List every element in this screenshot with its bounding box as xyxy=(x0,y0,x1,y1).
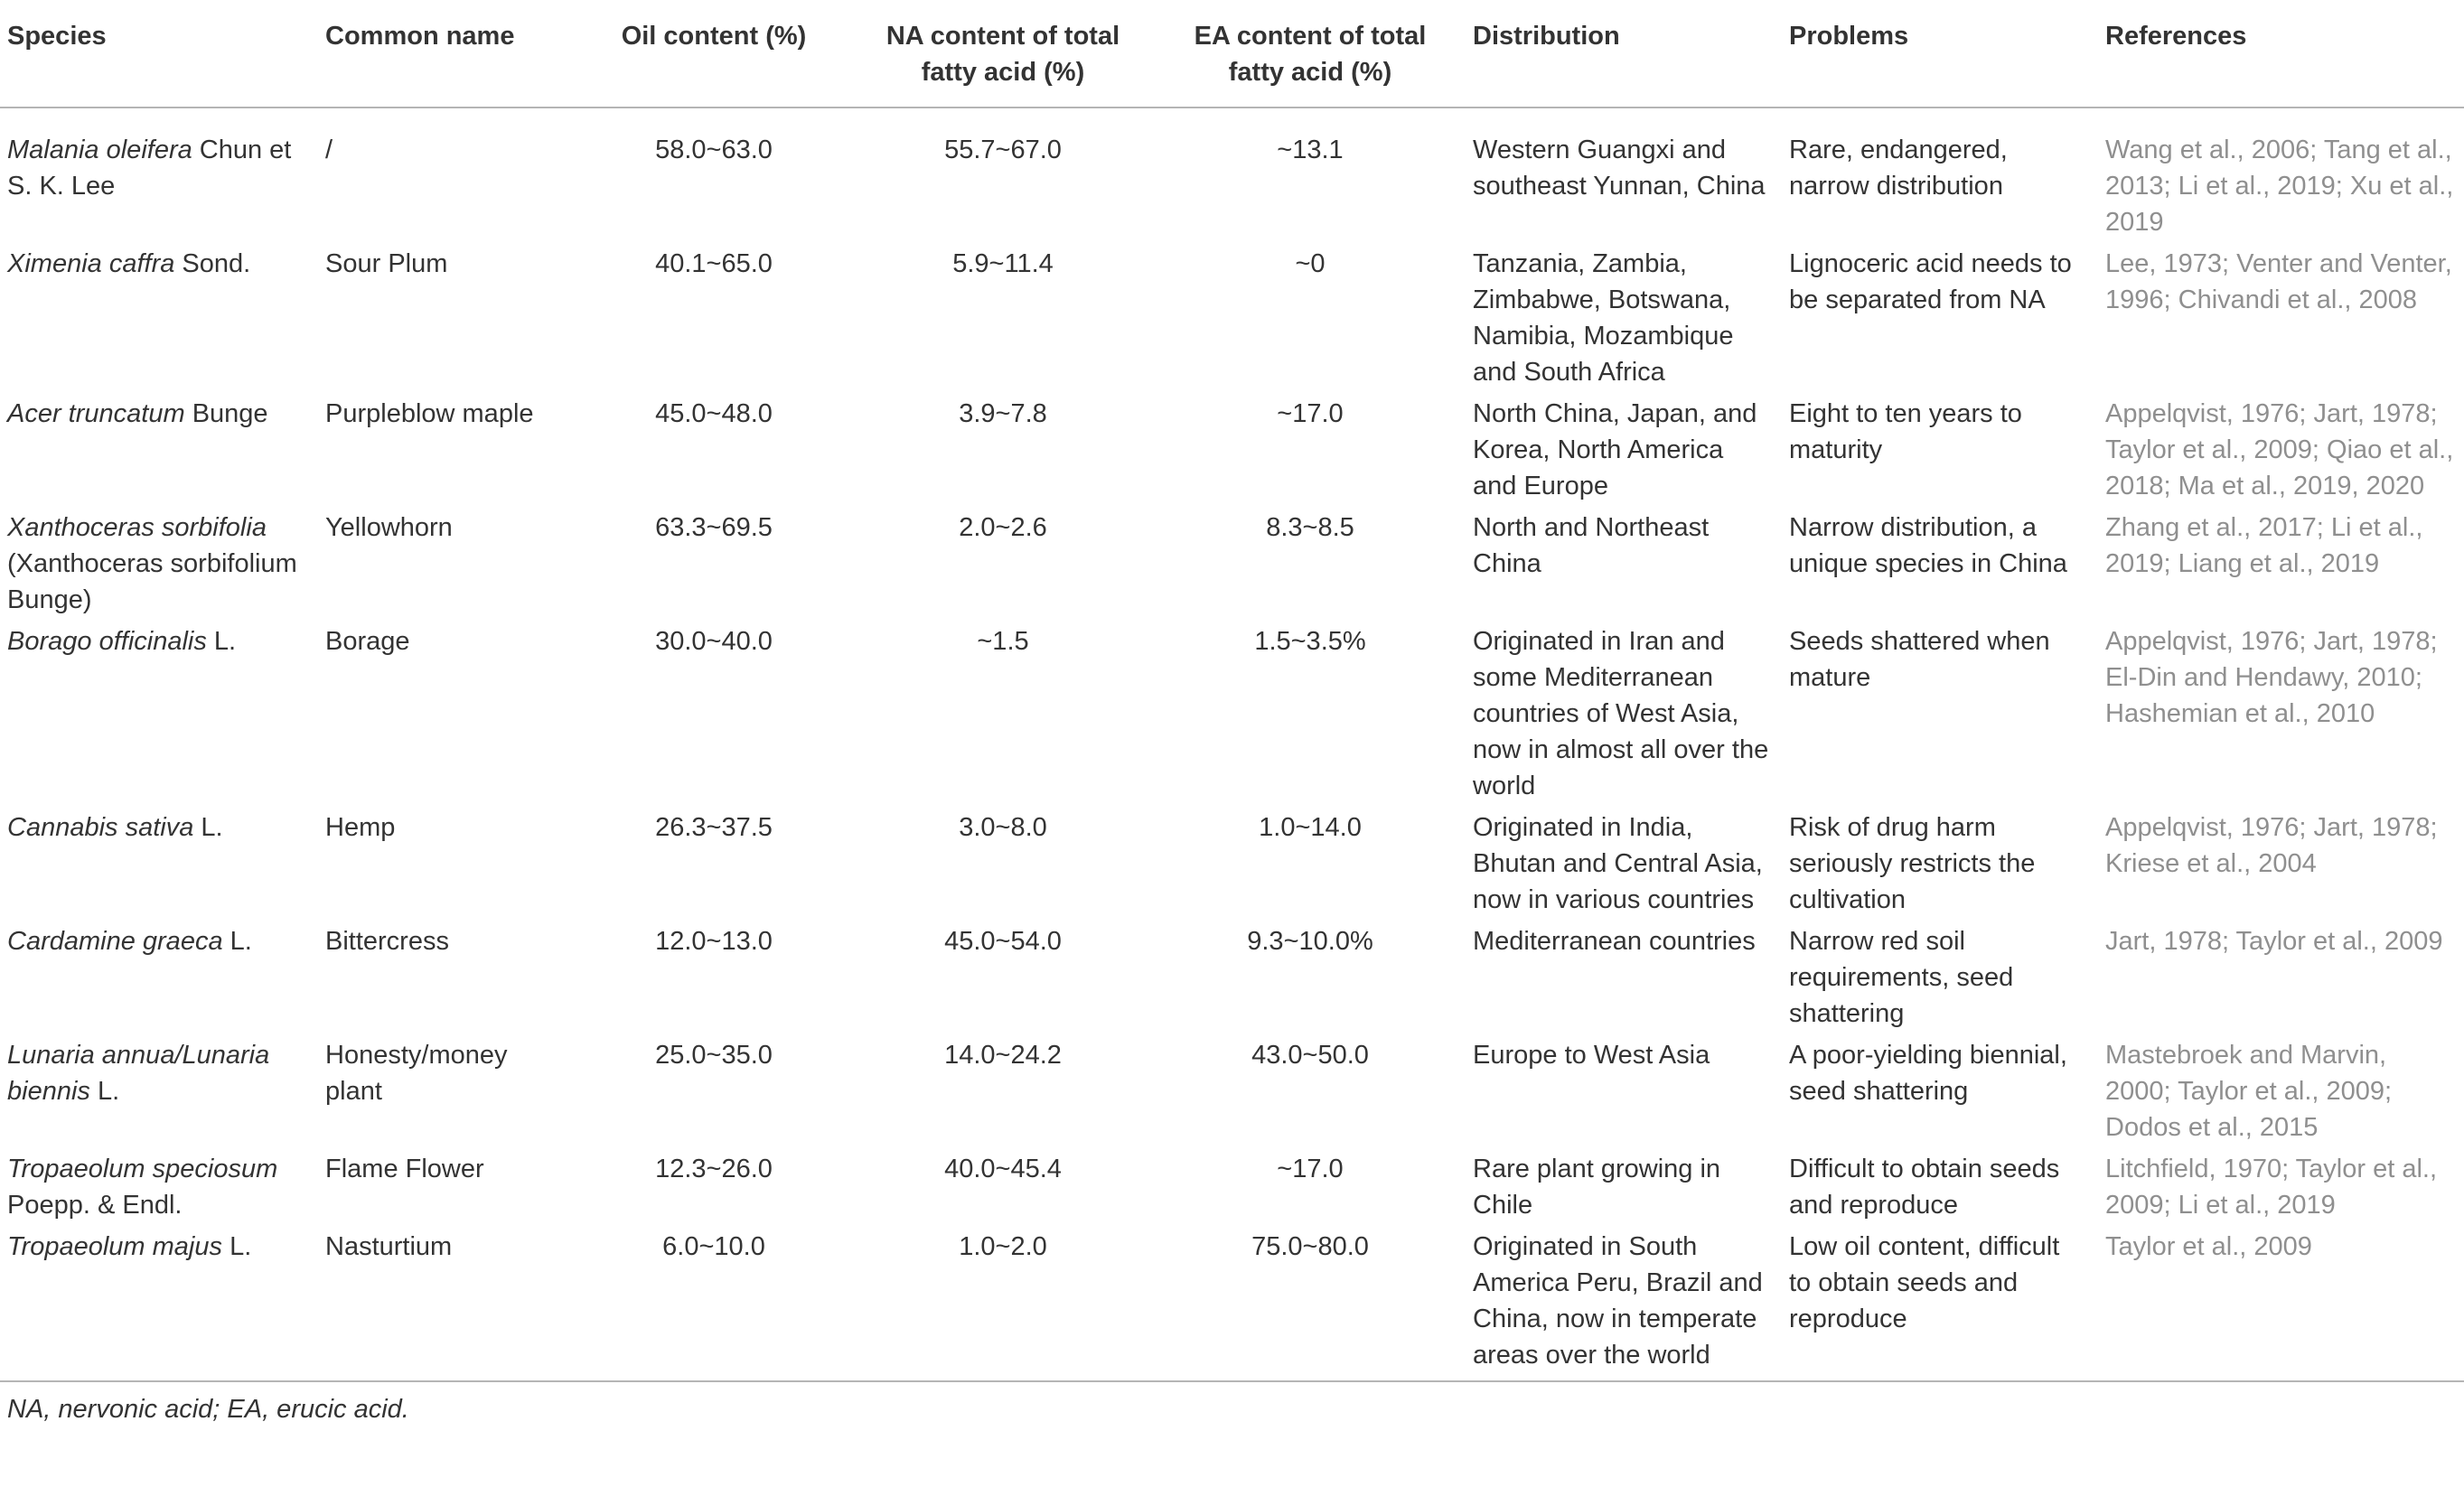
species-cell xyxy=(0,1035,316,1149)
species-latin-name: Xanthoceras sorbifolia xyxy=(7,513,267,542)
species-authority: Sond. xyxy=(174,249,251,278)
header-distribution: Distribution xyxy=(1473,22,1620,51)
table-row xyxy=(0,244,2464,394)
table-row xyxy=(0,1149,2464,1227)
species-latin-name: Tropaeolum speciosum xyxy=(7,1155,278,1183)
species-latin-name: Lunaria annua/Lunaria biennis xyxy=(7,1041,270,1106)
oil-content-cell: 12.3~26.0 xyxy=(655,1155,773,1183)
header-ea-content: EA content of total fatty acid (%) xyxy=(1194,22,1427,87)
ea-content-cell: ~17.0 xyxy=(1277,399,1344,428)
distribution-cell: Europe to West Asia xyxy=(1473,1041,1710,1070)
species-authority: Bunge xyxy=(184,399,268,428)
na-content-cell: 3.9~7.8 xyxy=(959,399,1047,428)
problems-cell: Difficult to obtain seeds and reproduce xyxy=(1789,1155,2060,1220)
species-authority: L. xyxy=(206,627,237,656)
header-na-content: NA content of total fatty acid (%) xyxy=(885,22,1120,87)
ea-content-cell: ~17.0 xyxy=(1277,1155,1344,1183)
species-authority: Poepp. & Endl. xyxy=(7,1191,183,1220)
common-name-cell: Hemp xyxy=(325,813,396,842)
common-name-cell: Purpleblow maple xyxy=(325,399,534,428)
table-row xyxy=(0,508,2464,622)
references-cell: Wang et al., 2006; Tang et al., 2013; Li et al., 2019; Xu et al., 2019 xyxy=(2105,136,2454,237)
ea-content-cell: ~0 xyxy=(1295,249,1326,278)
references-cell: Zhang et al., 2017; Li et al., 2019; Liang et al., 2019 xyxy=(2105,513,2423,578)
species-cell xyxy=(0,622,316,808)
ea-content-cell: 8.3~8.5 xyxy=(1266,513,1354,542)
common-name-cell: Sour Plum xyxy=(325,249,448,278)
distribution-cell: Originated in India, Bhutan and Central Asia, now in various countries xyxy=(1473,813,1763,914)
distribution-cell: Rare plant growing in Chile xyxy=(1473,1155,1721,1220)
table-row xyxy=(0,1035,2464,1149)
problems-cell: Lignoceric acid needs to be separated from NA xyxy=(1789,249,2072,314)
common-name-cell: Yellowhorn xyxy=(325,513,453,542)
species-authority: Chun et S. K. Lee xyxy=(7,136,292,201)
distribution-cell: North China, Japan, and Korea, North America and Europe xyxy=(1473,399,1757,500)
references-cell: Jart, 1978; Taylor et al., 2009 xyxy=(2105,927,2443,956)
header-oil-content: Oil content (%) xyxy=(621,22,807,51)
species-cell xyxy=(0,244,316,394)
references-cell: Appelqvist, 1976; Jart, 1978; El-Din and Hendawy, 2010; Hashemian et al., 2010 xyxy=(2105,627,2438,728)
references-cell: Appelqvist, 1976; Jart, 1978; Kriese et al., 2004 xyxy=(2105,813,2438,878)
table-row xyxy=(0,394,2464,508)
references-cell: Mastebroek and Marvin, 2000; Taylor et al., 2009; Dodos et al., 2015 xyxy=(2105,1041,2393,1142)
species-cell xyxy=(0,1149,316,1227)
species-authority: L. xyxy=(193,813,223,842)
ea-content-cell: 9.3~10.0% xyxy=(1247,927,1373,956)
header-common-name: Common name xyxy=(325,22,515,51)
oil-content-cell: 45.0~48.0 xyxy=(655,399,773,428)
problems-cell: Narrow distribution, a unique species in China xyxy=(1789,513,2067,578)
references-cell: Litchfield, 1970; Taylor et al., 2009; Li et al., 2019 xyxy=(2105,1155,2438,1220)
na-content-cell: 14.0~24.2 xyxy=(944,1041,1062,1070)
species-authority: L. xyxy=(222,1232,252,1261)
header-problems: Problems xyxy=(1789,22,1909,51)
oil-content-cell: 12.0~13.0 xyxy=(655,927,773,956)
references-cell: Appelqvist, 1976; Jart, 1978; Taylor et al., 2009; Qiao et al., 2018; Ma et al., 2019, 2020 xyxy=(2105,399,2454,500)
common-name-cell: Flame Flower xyxy=(325,1155,484,1183)
oil-content-cell: 40.1~65.0 xyxy=(655,249,773,278)
table-row xyxy=(0,808,2464,921)
problems-cell: Narrow red soil requirements, seed shattering xyxy=(1789,927,2014,1028)
common-name-cell: Borage xyxy=(325,627,410,656)
species-cell xyxy=(0,508,316,622)
species-cell xyxy=(0,1227,316,1380)
distribution-cell: Tanzania, Zambia, Zimbabwe, Botswana, Namibia, Mozambique and South Africa xyxy=(1473,249,1734,387)
ea-content-cell: 75.0~80.0 xyxy=(1251,1232,1369,1261)
oil-content-cell: 58.0~63.0 xyxy=(655,136,773,164)
species-authority: L. xyxy=(222,927,252,956)
distribution-cell: North and Northeast China xyxy=(1473,513,1710,578)
problems-cell: Rare, endangered, narrow distribution xyxy=(1789,136,2008,201)
ea-content-cell: 1.5~3.5% xyxy=(1254,627,1366,656)
common-name-cell: Bittercress xyxy=(325,927,449,956)
na-content-cell: ~1.5 xyxy=(977,627,1029,656)
oil-content-cell: 25.0~35.0 xyxy=(655,1041,773,1070)
na-content-cell: 1.0~2.0 xyxy=(959,1232,1047,1261)
problems-cell: A poor-yielding biennial, seed shattering xyxy=(1789,1041,2067,1106)
distribution-cell: Originated in South America Peru, Brazil and China, now in temperate areas over the world xyxy=(1473,1232,1763,1370)
header-references: References xyxy=(2105,22,2247,51)
common-name-cell: / xyxy=(325,136,333,164)
oil-content-cell: 63.3~69.5 xyxy=(655,513,773,542)
na-content-cell: 40.0~45.4 xyxy=(944,1155,1062,1183)
oil-content-cell: 26.3~37.5 xyxy=(655,813,773,842)
na-content-cell: 3.0~8.0 xyxy=(959,813,1047,842)
species-latin-name: Borago officinalis xyxy=(7,627,207,656)
table-row xyxy=(0,622,2464,808)
species-cell xyxy=(0,921,316,1035)
table-row xyxy=(0,108,2464,244)
species-cell xyxy=(0,394,316,508)
distribution-cell: Western Guangxi and southeast Yunnan, China xyxy=(1473,136,1766,201)
problems-cell: Low oil content, difficult to obtain seeds and reproduce xyxy=(1789,1232,2060,1333)
references-cell: Lee, 1973; Venter and Venter, 1996; Chivandi et al., 2008 xyxy=(2105,249,2452,314)
distribution-cell: Mediterranean countries xyxy=(1473,927,1756,956)
na-content-cell: 2.0~2.6 xyxy=(959,513,1047,542)
references-cell: Taylor et al., 2009 xyxy=(2105,1232,2312,1261)
species-latin-name: Cardamine graeca xyxy=(7,927,223,956)
species-latin-name: Malania oleifera xyxy=(7,136,192,164)
header-species: Species xyxy=(7,22,107,51)
species-latin-name: Cannabis sativa xyxy=(7,813,194,842)
species-cell xyxy=(0,808,316,921)
oil-content-cell: 30.0~40.0 xyxy=(655,627,773,656)
species-cell xyxy=(0,108,316,244)
problems-cell: Risk of drug harm seriously restricts the cultivation xyxy=(1789,813,2036,914)
ea-content-cell: 1.0~14.0 xyxy=(1259,813,1362,842)
table-row xyxy=(0,1227,2464,1380)
ea-content-cell: ~13.1 xyxy=(1277,136,1344,164)
species-authority: (Xanthoceras sorbifolium Bunge) xyxy=(7,549,297,614)
table-footnote: NA, nervonic acid; EA, erucic acid. xyxy=(7,1395,409,1424)
oil-content-cell: 6.0~10.0 xyxy=(662,1232,765,1261)
na-content-cell: 5.9~11.4 xyxy=(952,249,1054,278)
species-authority: L. xyxy=(89,1077,120,1106)
na-content-cell: 45.0~54.0 xyxy=(944,927,1062,956)
problems-cell: Eight to ten years to maturity xyxy=(1789,399,2022,464)
ea-content-cell: 43.0~50.0 xyxy=(1251,1041,1369,1070)
table-row xyxy=(0,921,2464,1035)
species-latin-name: Tropaeolum majus xyxy=(7,1232,223,1261)
na-content-cell: 55.7~67.0 xyxy=(944,136,1062,164)
header-row xyxy=(0,0,2464,108)
distribution-cell: Originated in Iran and some Mediterranean countries of West Asia, now in almost all over the world xyxy=(1473,627,1769,800)
species-latin-name: Acer truncatum xyxy=(7,399,185,428)
common-name-cell: Nasturtium xyxy=(325,1232,453,1261)
species-latin-name: Ximenia caffra xyxy=(7,249,175,278)
common-name-cell: Honesty/money plant xyxy=(325,1041,508,1106)
problems-cell: Seeds shattered when mature xyxy=(1789,627,2050,692)
